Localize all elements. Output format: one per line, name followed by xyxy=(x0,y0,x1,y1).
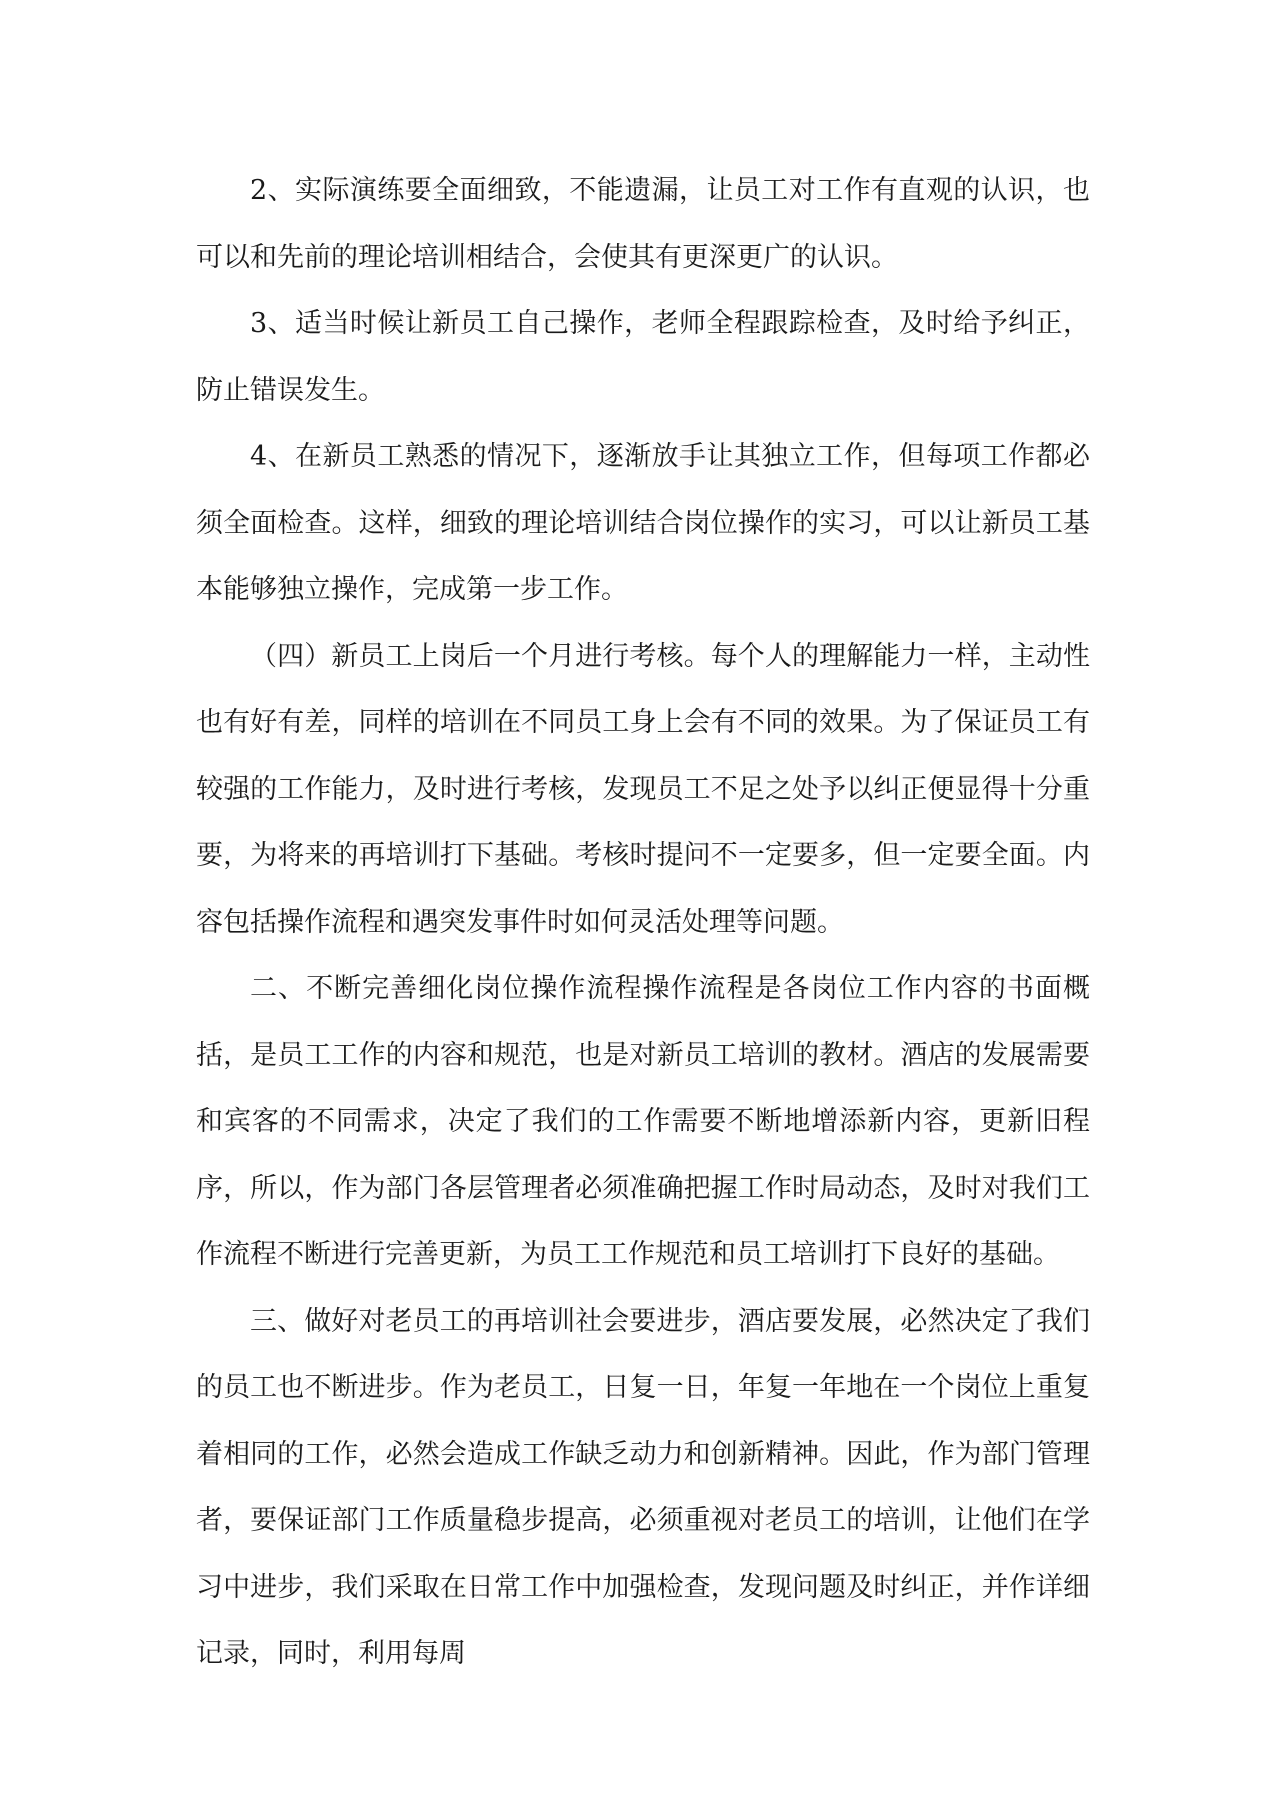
document-body xyxy=(196,158,1090,1688)
paragraph-retrain-veterans: 三、做好对老员工的再培训社会要进步，酒店要发展，必然决定了我们的员工也不断进步。作为老员工，日复一日，年复一年地在一个岗位上重复着相同的工作，必然会造成工作缺乏动力和创新精神。因此，作为部门管理者，要保证部门工作质量稳步提高，必须重视对老员工的培训，让他们在学习中进步，我们采取在日常工作中加强检查，发现问题及时纠正，并作详细记录，同时，利用每周 xyxy=(196,1305,1090,1669)
paragraph-independent-work: 4、在新员工熟悉的情况下，逐渐放手让其独立工作，但每项工作都必须全面检查。这样，细致的理论培训结合岗位操作的实习，可以让新员工基本能够独立操作，完成第一步工作。 xyxy=(196,441,1090,605)
paragraph-refine-procedures: 二、不断完善细化岗位操作流程操作流程是各岗位工作内容的书面概括，是员工工作的内容和规范，也是对新员工培训的教材。酒店的发展需要和宾客的不同需求，决定了我们的工作需要不断地增添新内容，更新旧程序，所以，作为部门各层管理者必须准确把握工作时局动态，及时对我们工作流程不断进行完善更新，为员工工作规范和员工培训打下良好的基础。 xyxy=(196,973,1090,1270)
paragraph-self-operation: 3、适当时候让新员工自己操作，老师全程跟踪检查，及时给予纠正，防止错误发生。 xyxy=(196,308,1090,406)
paragraph-assessment: （四）新员工上岗后一个月进行考核。每个人的理解能力一样，主动性也有好有差，同样的培训在不同员工身上会有不同的效果。为了保证员工有较强的工作能力，及时进行考核，发现员工不足之处予以纠正便显得十分重要，为将来的再培训打下基础。考核时提问不一定要多，但一定要全面。内容包括操作流程和遇突发事件时如何灵活处理等问题。 xyxy=(196,640,1090,938)
paragraph-practice-drill: 2、实际演练要全面细致，不能遗漏，让员工对工作有直观的认识，也可以和先前的理论培训相结合，会使其有更深更广的认识。 xyxy=(196,175,1090,273)
